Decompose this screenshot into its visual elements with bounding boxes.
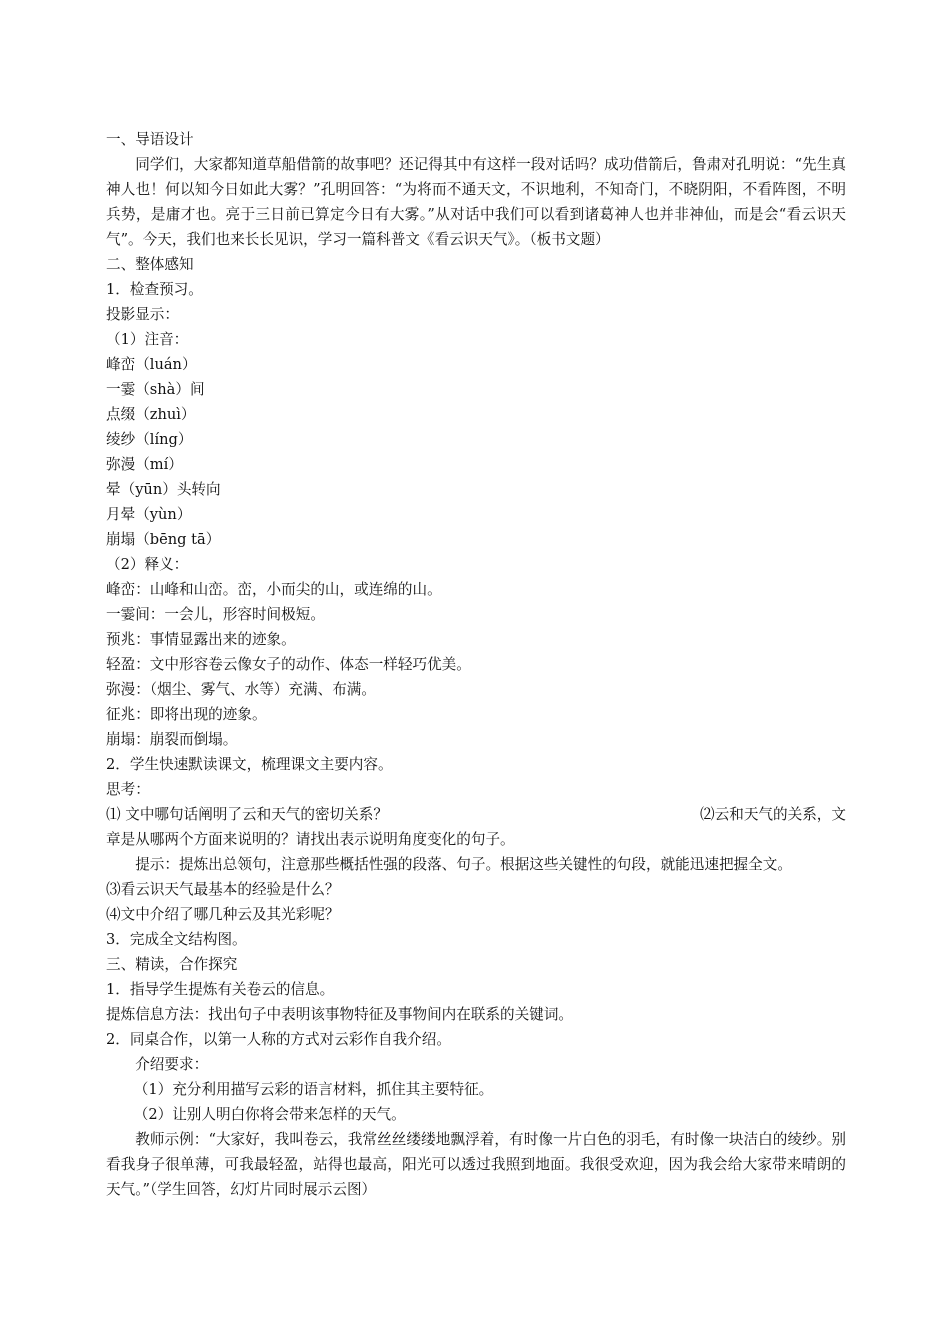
pinyin-entry: 点缀（zhuì） <box>106 406 196 423</box>
item-structure-chart: 3．完成全文结构图。 <box>106 931 247 948</box>
item-quick-reading: 2．学生快速默读课文，梳理课文主要内容。 <box>106 756 393 773</box>
meaning-entry: 弥漫：（烟尘、雾气、水等）充满、布满。 <box>106 681 376 698</box>
item-check-preview: 1．检查预习。 <box>106 281 203 298</box>
intro-paragraph: 同学们，大家都知道草船借箭的故事吧？还记得其中有这样一段对话吗？成功借箭后，鲁肃对孔明说：“先生真神人也！何以知今日如此大雾？”孔明回答：“为将而不通天文，不识地利，不知奇门，不晓阴阳，不看阵图，不明兵势，是庸才也。亮于三日前已算定今日有大雾。”从对话中我们可以看到诸葛神人也并非神仙，而是会“看云识天气”。今天，我们也来长长见识，学习一篇科普文《看云识天气》。（板书文题） <box>106 156 846 248</box>
document-body <box>106 127 846 1202</box>
meaning-entry: 征兆：即将出现的迹象。 <box>106 706 267 723</box>
pinyin-entry: 一霎（shà）间 <box>106 381 205 398</box>
section-heading-overview: 二、整体感知 <box>106 256 194 273</box>
question-4: ⑷文中介绍了哪几种云及其光彩呢？ <box>106 906 340 923</box>
pinyin-entry: 崩塌（bēng tā） <box>106 531 221 548</box>
pinyin-entry: 绫纱（líng） <box>106 431 193 448</box>
requirements-title: 介绍要求： <box>135 1056 209 1073</box>
requirement-2: （2）让别人明白你将会带来怎样的天气。 <box>133 1106 406 1123</box>
question-2-start: ⑵云和天气的关系，文 <box>700 806 846 823</box>
pinyin-entry: 峰峦（luán） <box>106 356 197 373</box>
meaning-entry: 一霎间：一会儿，形容时间极短。 <box>106 606 325 623</box>
item-pair-work: 2．同桌合作，以第一人称的方式对云彩作自我介绍。 <box>106 1031 451 1048</box>
question-2-rest: 章是从哪两个方面来说明的？请找出表示说明角度变化的句子。 <box>106 831 515 848</box>
question-1: ⑴ 文中哪句话阐明了云和天气的密切关系？ <box>106 806 388 823</box>
question-row <box>106 802 846 827</box>
teacher-example: 教师示例：“大家好，我叫卷云，我常丝丝缕缕地飘浮着，有时像一片白色的羽毛，有时像一块洁白的绫纱。别看我身子很单薄，可我最轻盈，站得也最高，阳光可以透过我照到地面。我很受欢迎，因为我会给大家带来晴朗的天气。”（学生回答，幻灯片同时展示云图） <box>106 1131 846 1198</box>
section-heading-intro: 一、导语设计 <box>106 131 194 148</box>
requirement-1: （1）充分利用描写云彩的语言材料，抓住其主要特征。 <box>133 1081 494 1098</box>
method-line: 提炼信息方法：找出句子中表明该事物特征及事物间内在联系的关键词。 <box>106 1006 574 1023</box>
meaning-entry: 崩塌：崩裂而倒塌。 <box>106 731 238 748</box>
pinyin-entry: 晕（yūn）头转向 <box>106 481 221 498</box>
section-heading-close-reading: 三、精读，合作探究 <box>106 956 238 973</box>
meaning-entry: 预兆：事情显露出来的迹象。 <box>106 631 296 648</box>
pinyin-entry: 月晕（yùn） <box>106 506 192 523</box>
pinyin-entry: 弥漫（mí） <box>106 456 183 473</box>
pinyin-title: （1）注音： <box>106 331 189 348</box>
meaning-entry: 轻盈：文中形容卷云像女子的动作、体态一样轻巧优美。 <box>106 656 471 673</box>
meaning-title: （2）释义： <box>106 556 189 573</box>
think-label: 思考： <box>106 781 150 798</box>
question-3: ⑶看云识天气最基本的经验是什么？ <box>106 881 340 898</box>
projection-label: 投影显示： <box>106 306 179 323</box>
item-extract-info: 1．指导学生提炼有关卷云的信息。 <box>106 981 335 998</box>
meaning-entry: 峰峦：山峰和山峦。峦，小而尖的山，或连绵的山。 <box>106 581 442 598</box>
hint-paragraph: 提示：提炼出总领句，注意那些概括性强的段落、句子。根据这些关键性的句段，就能迅速把握全文。 <box>135 856 792 873</box>
